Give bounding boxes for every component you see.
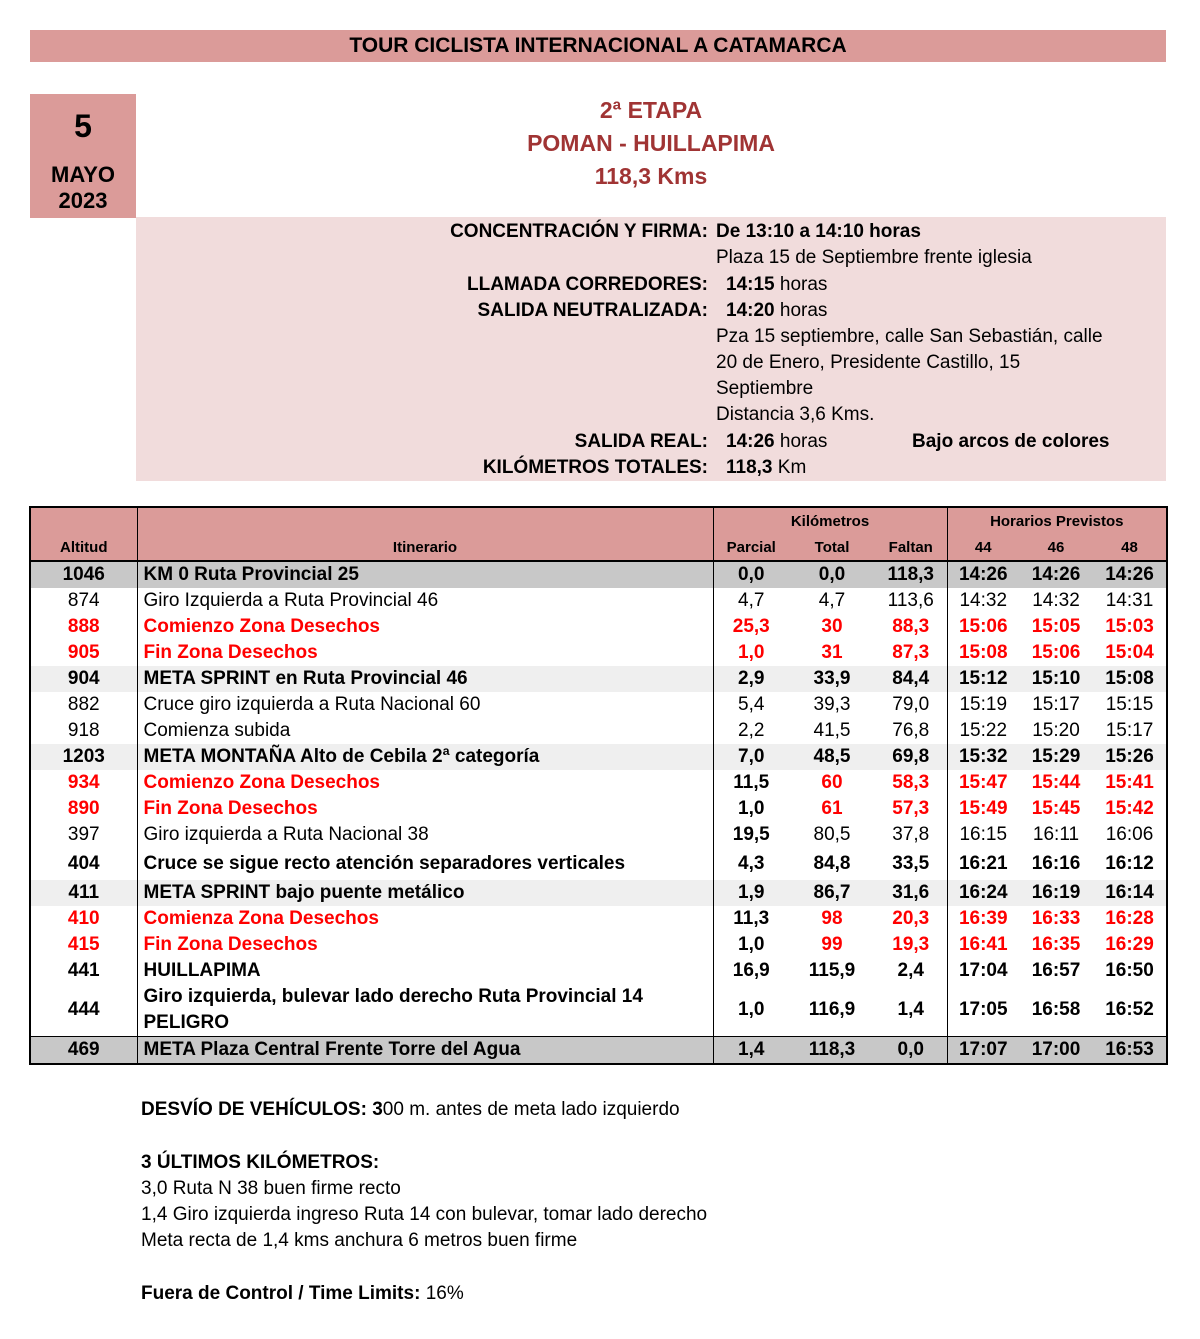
time-46-cell: 15:20 bbox=[1019, 718, 1093, 744]
altitude-cell: 1203 bbox=[30, 744, 137, 770]
km-faltan-cell: 113,6 bbox=[875, 588, 947, 614]
itinerary-cell: META SPRINT en Ruta Provincial 46 bbox=[137, 666, 713, 692]
km-faltan-cell: 87,3 bbox=[875, 640, 947, 666]
time-46-cell: 14:26 bbox=[1019, 561, 1093, 588]
time-46-cell: 16:57 bbox=[1019, 958, 1093, 984]
time-46-cell: 15:10 bbox=[1019, 666, 1093, 692]
table-row bbox=[30, 614, 1167, 640]
time-48-cell: 16:06 bbox=[1093, 822, 1167, 848]
stage-route: POMAN - HUILLAPIMA bbox=[527, 130, 775, 156]
time-46-cell: 16:11 bbox=[1019, 822, 1093, 848]
time-44-cell: 15:49 bbox=[947, 796, 1019, 822]
header-kilometros: Kilómetros bbox=[713, 507, 947, 534]
page-title: TOUR CICLISTA INTERNACIONAL A CATAMARCA bbox=[30, 30, 1166, 62]
km-total-cell: 33,9 bbox=[789, 666, 875, 692]
itinerary-cell: HUILLAPIMA bbox=[137, 958, 713, 984]
time-46-cell: 14:32 bbox=[1019, 588, 1093, 614]
km-parcial-cell: 25,3 bbox=[713, 614, 789, 640]
km-total-cell: 98 bbox=[789, 906, 875, 932]
header-altitud: Altitud bbox=[30, 534, 137, 561]
itinerary-cell: META MONTAÑA Alto de Cebila 2ª categoría bbox=[137, 744, 713, 770]
km-parcial-cell: 4,3 bbox=[713, 848, 789, 880]
header-44: 44 bbox=[947, 534, 1019, 561]
km-faltan-cell: 33,5 bbox=[875, 848, 947, 880]
time-46-cell: 16:35 bbox=[1019, 932, 1093, 958]
km-total-cell: 4,7 bbox=[789, 588, 875, 614]
km-parcial-cell: 11,5 bbox=[713, 770, 789, 796]
altitude-cell: 410 bbox=[30, 906, 137, 932]
time-44-cell: 16:24 bbox=[947, 880, 1019, 906]
time-48-cell: 16:50 bbox=[1093, 958, 1167, 984]
table-row bbox=[30, 848, 1167, 880]
table-row bbox=[30, 640, 1167, 666]
concentracion-place: Plaza 15 de Septiembre frente iglesia bbox=[716, 247, 1032, 268]
time-48-cell: 15:41 bbox=[1093, 770, 1167, 796]
header-48: 48 bbox=[1093, 534, 1167, 561]
time-44-cell: 17:05 bbox=[947, 984, 1019, 1037]
salida-real-time: 14:26 bbox=[726, 431, 775, 452]
time-46-cell: 17:00 bbox=[1019, 1037, 1093, 1065]
header-itinerario: Itinerario bbox=[137, 534, 713, 561]
time-48-cell: 15:17 bbox=[1093, 718, 1167, 744]
route-line-1: Pza 15 septiembre, calle San Sebastián, calle bbox=[716, 326, 1103, 347]
km-faltan-cell: 58,3 bbox=[875, 770, 947, 796]
itinerary-body bbox=[30, 561, 1167, 1064]
concentracion-label: CONCENTRACIÓN Y FIRMA: bbox=[450, 221, 708, 242]
salida-real-label: SALIDA REAL: bbox=[574, 431, 708, 452]
table-row bbox=[30, 796, 1167, 822]
km-parcial-cell: 1,4 bbox=[713, 1037, 789, 1065]
itinerary-cell: META Plaza Central Frente Torre del Agua bbox=[137, 1037, 713, 1065]
itinerary-cell: KM 0 Ruta Provincial 25 bbox=[137, 561, 713, 588]
km-parcial-cell: 2,9 bbox=[713, 666, 789, 692]
ultimos-line-3: Meta recta de 1,4 kms anchura 6 metros buen firme bbox=[141, 1230, 578, 1251]
llamada-label: LLAMADA CORREDORES: bbox=[466, 274, 708, 295]
km-parcial-cell: 0,0 bbox=[713, 561, 789, 588]
time-48-cell: 16:29 bbox=[1093, 932, 1167, 958]
time-46-cell: 15:17 bbox=[1019, 692, 1093, 718]
table-row bbox=[30, 1037, 1167, 1065]
km-total-cell: 84,8 bbox=[789, 848, 875, 880]
time-48-cell: 15:04 bbox=[1093, 640, 1167, 666]
itinerary-table bbox=[29, 506, 1168, 1065]
fuera-label: Fuera de Control / Time Limits: bbox=[141, 1283, 421, 1304]
km-total-cell: 30 bbox=[789, 614, 875, 640]
altitude-cell: 882 bbox=[30, 692, 137, 718]
km-total-cell: 31 bbox=[789, 640, 875, 666]
km-parcial-cell: 1,0 bbox=[713, 984, 789, 1037]
km-parcial-cell: 1,0 bbox=[713, 796, 789, 822]
ultimos-label: 3 ÚLTIMOS KILÓMETROS: bbox=[141, 1152, 380, 1173]
altitude-cell: 934 bbox=[30, 770, 137, 796]
table-row bbox=[30, 906, 1167, 932]
time-48-cell: 15:03 bbox=[1093, 614, 1167, 640]
km-parcial-cell: 11,3 bbox=[713, 906, 789, 932]
desvio-label: DESVÍO DE VEHÍCULOS: bbox=[141, 1099, 367, 1120]
km-total-cell: 118,3 bbox=[789, 1037, 875, 1065]
time-44-cell: 15:06 bbox=[947, 614, 1019, 640]
time-44-cell: 15:22 bbox=[947, 718, 1019, 744]
time-46-cell: 16:58 bbox=[1019, 984, 1093, 1037]
time-44-cell: 14:32 bbox=[947, 588, 1019, 614]
route-line-4: Distancia 3,6 Kms. bbox=[716, 404, 875, 425]
fuera-value: 16% bbox=[425, 1283, 464, 1304]
altitude-cell: 904 bbox=[30, 666, 137, 692]
table-row bbox=[30, 561, 1167, 588]
salida-neutralizada-unit: horas bbox=[779, 300, 828, 321]
desvio-text: 00 m. antes de meta lado izquierdo bbox=[382, 1099, 680, 1120]
time-46-cell: 15:45 bbox=[1019, 796, 1093, 822]
header-faltan: Faltan bbox=[875, 534, 947, 561]
km-faltan-cell: 69,8 bbox=[875, 744, 947, 770]
km-faltan-cell: 57,3 bbox=[875, 796, 947, 822]
table-row bbox=[30, 770, 1167, 796]
itinerary-cell: Fin Zona Desechos bbox=[137, 640, 713, 666]
ultimos-line-2: 1,4 Giro izquierda ingreso Ruta 14 con bulevar, tomar lado derecho bbox=[141, 1204, 708, 1225]
km-parcial-cell: 4,7 bbox=[713, 588, 789, 614]
km-faltan-cell: 1,4 bbox=[875, 984, 947, 1037]
itinerary-cell: Comienzo Zona Desechos bbox=[137, 614, 713, 640]
altitude-cell: 444 bbox=[30, 984, 137, 1037]
km-total-cell: 60 bbox=[789, 770, 875, 796]
altitude-cell: 1046 bbox=[30, 561, 137, 588]
stage-date bbox=[30, 94, 136, 218]
time-48-cell: 14:26 bbox=[1093, 561, 1167, 588]
salida-real-unit: horas bbox=[779, 431, 828, 452]
altitude-cell: 441 bbox=[30, 958, 137, 984]
km-totales-value: 118,3 bbox=[726, 457, 773, 478]
llamada-unit: horas bbox=[779, 274, 828, 295]
km-parcial-cell: 1,0 bbox=[713, 932, 789, 958]
time-48-cell: 16:14 bbox=[1093, 880, 1167, 906]
date-month: MAYO bbox=[51, 162, 115, 187]
km-total-cell: 0,0 bbox=[789, 561, 875, 588]
header-46: 46 bbox=[1019, 534, 1093, 561]
time-44-cell: 15:08 bbox=[947, 640, 1019, 666]
time-44-cell: 15:19 bbox=[947, 692, 1019, 718]
km-total-cell: 39,3 bbox=[789, 692, 875, 718]
itinerary-line-1: Giro izquierda, bulevar lado derecho Ruta Provincial 14 bbox=[143, 986, 643, 1007]
km-total-cell: 41,5 bbox=[789, 718, 875, 744]
km-parcial-cell: 7,0 bbox=[713, 744, 789, 770]
table-header-row-1 bbox=[30, 507, 1167, 534]
altitude-cell: 397 bbox=[30, 822, 137, 848]
time-44-cell: 15:32 bbox=[947, 744, 1019, 770]
desvio-note bbox=[141, 1099, 680, 1121]
altitude-cell: 890 bbox=[30, 796, 137, 822]
table-row bbox=[30, 744, 1167, 770]
desvio-bold: 3 bbox=[372, 1099, 383, 1120]
llamada-time: 14:15 bbox=[726, 274, 775, 295]
itinerary-cell: Comienza subida bbox=[137, 718, 713, 744]
stage-number: 2ª ETAPA bbox=[599, 97, 703, 123]
km-total-cell: 115,9 bbox=[789, 958, 875, 984]
time-46-cell: 15:29 bbox=[1019, 744, 1093, 770]
km-parcial-cell: 1,0 bbox=[713, 640, 789, 666]
table-row bbox=[30, 932, 1167, 958]
time-48-cell: 15:26 bbox=[1093, 744, 1167, 770]
header-horarios: Horarios Previstos bbox=[947, 507, 1167, 534]
ultimos-line-1: 3,0 Ruta N 38 buen firme recto bbox=[141, 1178, 401, 1199]
altitude-cell: 874 bbox=[30, 588, 137, 614]
table-row bbox=[30, 822, 1167, 848]
time-44-cell: 15:47 bbox=[947, 770, 1019, 796]
salida-neutralizada-label: SALIDA NEUTRALIZADA: bbox=[477, 300, 708, 321]
stage-info-panel bbox=[136, 217, 1166, 481]
altitude-cell: 415 bbox=[30, 932, 137, 958]
time-48-cell: 15:15 bbox=[1093, 692, 1167, 718]
table-row bbox=[30, 666, 1167, 692]
itinerary-cell: Comienzo Zona Desechos bbox=[137, 770, 713, 796]
itinerary-cell: META SPRINT bajo puente metálico bbox=[137, 880, 713, 906]
salida-neutralizada-time: 14:20 bbox=[726, 300, 775, 321]
time-44-cell: 16:41 bbox=[947, 932, 1019, 958]
km-total-cell: 86,7 bbox=[789, 880, 875, 906]
time-46-cell: 16:16 bbox=[1019, 848, 1093, 880]
km-faltan-cell: 76,8 bbox=[875, 718, 947, 744]
km-total-cell: 61 bbox=[789, 796, 875, 822]
km-parcial-cell: 1,9 bbox=[713, 880, 789, 906]
time-44-cell: 16:15 bbox=[947, 822, 1019, 848]
km-parcial-cell: 2,2 bbox=[713, 718, 789, 744]
itinerary-cell: Fin Zona Desechos bbox=[137, 796, 713, 822]
time-46-cell: 15:05 bbox=[1019, 614, 1093, 640]
km-parcial-cell: 16,9 bbox=[713, 958, 789, 984]
altitude-cell: 918 bbox=[30, 718, 137, 744]
km-totales-label: KILÓMETROS TOTALES: bbox=[482, 457, 708, 478]
km-parcial-cell: 5,4 bbox=[713, 692, 789, 718]
altitude-cell: 888 bbox=[30, 614, 137, 640]
salida-real-note: Bajo arcos de colores bbox=[912, 431, 1110, 452]
date-year: 2023 bbox=[58, 188, 108, 213]
time-48-cell: 15:08 bbox=[1093, 666, 1167, 692]
time-48-cell: 14:31 bbox=[1093, 588, 1167, 614]
stage-distance: 118,3 Kms bbox=[594, 163, 708, 189]
time-48-cell: 16:28 bbox=[1093, 906, 1167, 932]
km-totales-unit: Km bbox=[777, 457, 807, 478]
table-row bbox=[30, 718, 1167, 744]
km-total-cell: 116,9 bbox=[789, 984, 875, 1037]
altitude-cell: 905 bbox=[30, 640, 137, 666]
time-48-cell: 16:12 bbox=[1093, 848, 1167, 880]
header-total: Total bbox=[789, 534, 875, 561]
itinerary-cell bbox=[137, 984, 713, 1037]
km-total-cell: 80,5 bbox=[789, 822, 875, 848]
time-46-cell: 16:19 bbox=[1019, 880, 1093, 906]
itinerary-cell: Giro Izquierda a Ruta Provincial 46 bbox=[137, 588, 713, 614]
km-faltan-cell: 37,8 bbox=[875, 822, 947, 848]
table-row bbox=[30, 958, 1167, 984]
route-line-3: Septiembre bbox=[716, 378, 814, 399]
time-44-cell: 16:21 bbox=[947, 848, 1019, 880]
km-faltan-cell: 118,3 bbox=[875, 561, 947, 588]
km-faltan-cell: 31,6 bbox=[875, 880, 947, 906]
concentracion-value: De 13:10 a 14:10 horas bbox=[716, 221, 921, 242]
table-row bbox=[30, 984, 1167, 1037]
km-faltan-cell: 19,3 bbox=[875, 932, 947, 958]
altitude-cell: 404 bbox=[30, 848, 137, 880]
itinerary-cell: Fin Zona Desechos bbox=[137, 932, 713, 958]
itinerary-cell: Giro izquierda a Ruta Nacional 38 bbox=[137, 822, 713, 848]
km-faltan-cell: 84,4 bbox=[875, 666, 947, 692]
header-parcial: Parcial bbox=[713, 534, 789, 561]
time-44-cell: 14:26 bbox=[947, 561, 1019, 588]
km-faltan-cell: 79,0 bbox=[875, 692, 947, 718]
altitude-cell: 469 bbox=[30, 1037, 137, 1065]
altitude-cell: 411 bbox=[30, 880, 137, 906]
km-faltan-cell: 88,3 bbox=[875, 614, 947, 640]
km-total-cell: 48,5 bbox=[789, 744, 875, 770]
time-44-cell: 15:12 bbox=[947, 666, 1019, 692]
time-48-cell: 16:52 bbox=[1093, 984, 1167, 1037]
table-header-row-2 bbox=[30, 534, 1167, 561]
itinerary-cell: Cruce se sigue recto atención separadores verticales bbox=[137, 848, 713, 880]
time-48-cell: 16:53 bbox=[1093, 1037, 1167, 1065]
time-48-cell: 15:42 bbox=[1093, 796, 1167, 822]
itinerary-line-2: PELIGRO bbox=[143, 1012, 230, 1033]
time-44-cell: 17:04 bbox=[947, 958, 1019, 984]
table-row bbox=[30, 692, 1167, 718]
itinerary-cell: Cruce giro izquierda a Ruta Nacional 60 bbox=[137, 692, 713, 718]
fuera-control-note bbox=[141, 1283, 464, 1305]
km-total-cell: 99 bbox=[789, 932, 875, 958]
table-row bbox=[30, 588, 1167, 614]
km-parcial-cell: 19,5 bbox=[713, 822, 789, 848]
time-46-cell: 15:06 bbox=[1019, 640, 1093, 666]
table-row bbox=[30, 880, 1167, 906]
km-faltan-cell: 2,4 bbox=[875, 958, 947, 984]
time-46-cell: 15:44 bbox=[1019, 770, 1093, 796]
km-faltan-cell: 20,3 bbox=[875, 906, 947, 932]
itinerary-cell: Comienza Zona Desechos bbox=[137, 906, 713, 932]
time-44-cell: 16:39 bbox=[947, 906, 1019, 932]
route-line-2: 20 de Enero, Presidente Castillo, 15 bbox=[716, 352, 1021, 373]
time-46-cell: 16:33 bbox=[1019, 906, 1093, 932]
km-faltan-cell: 0,0 bbox=[875, 1037, 947, 1065]
date-day: 5 bbox=[74, 108, 92, 144]
time-44-cell: 17:07 bbox=[947, 1037, 1019, 1065]
